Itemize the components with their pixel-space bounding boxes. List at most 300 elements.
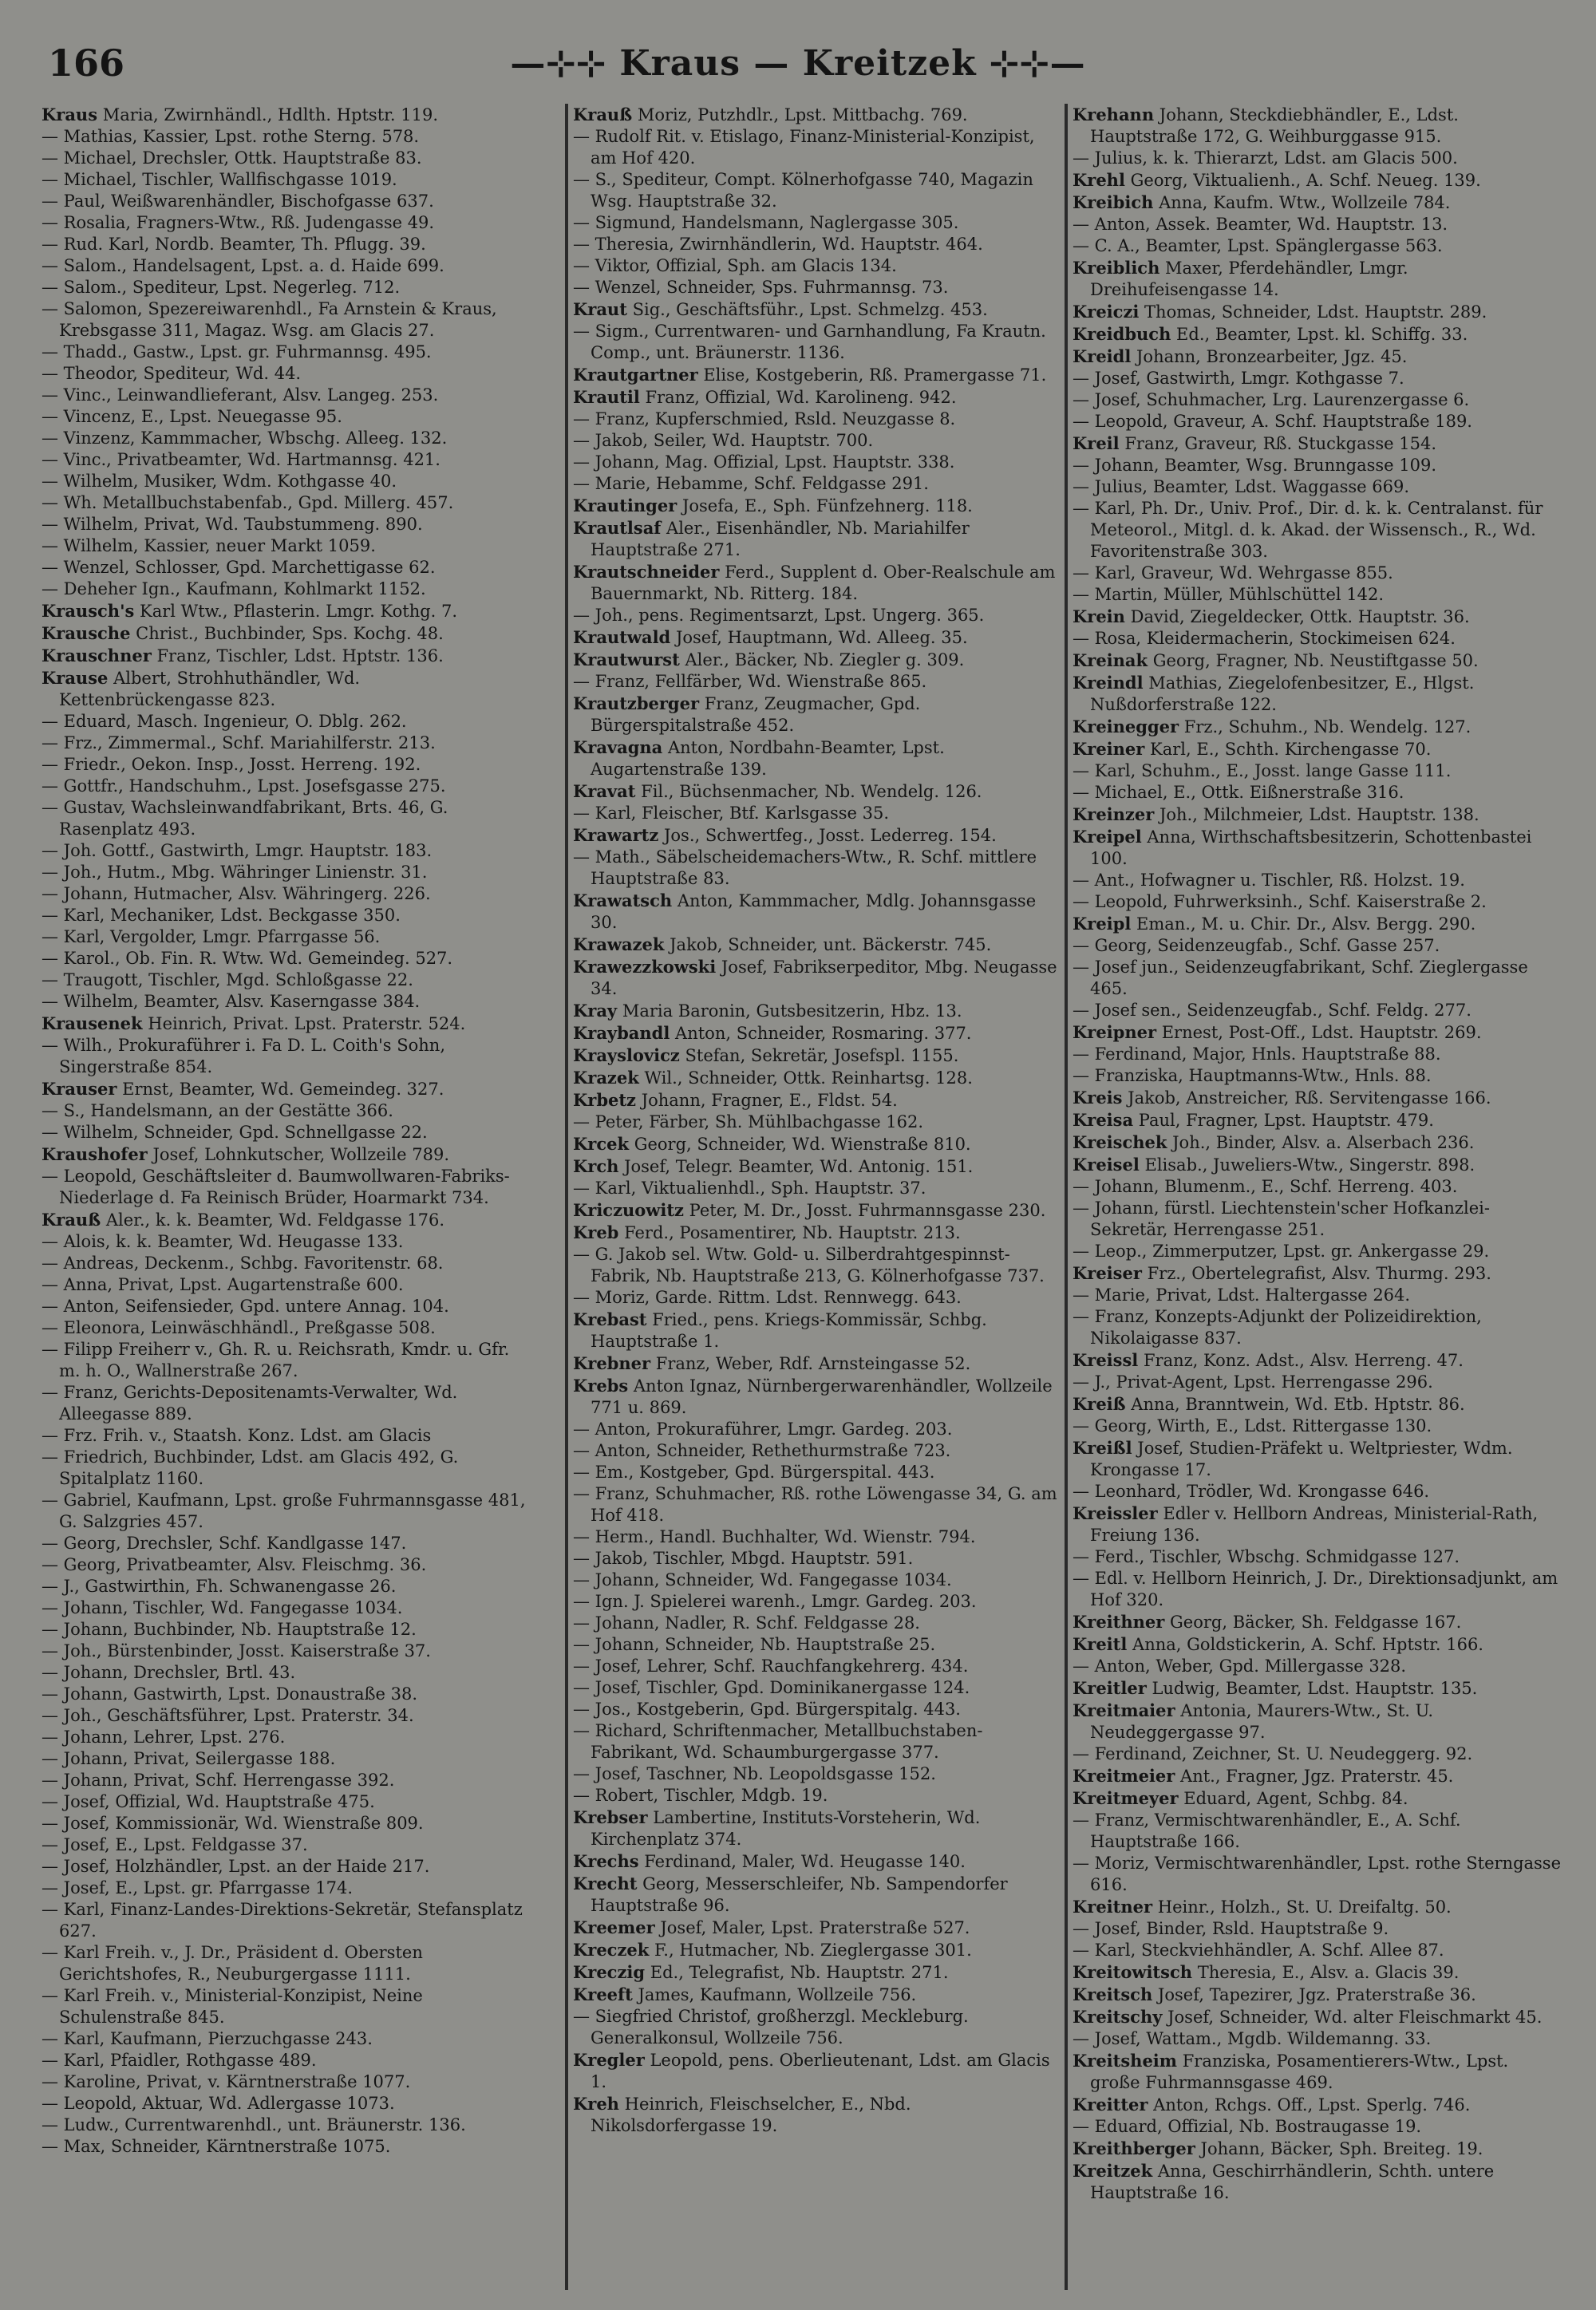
entry-surname: Kreitner	[1073, 1897, 1153, 1917]
entry-text: — Joh., Bürstenbinder, Josst. Kaiserstraße 37.	[41, 1641, 431, 1660]
entry-surname: Kreemer	[573, 1917, 655, 1937]
directory-entry	[573, 452, 1061, 473]
entry-text: — Jakob, Tischler, Mbgd. Hauptstr. 591.	[573, 1549, 914, 1568]
directory-entry	[573, 1462, 1061, 1483]
directory-entry	[1073, 368, 1561, 389]
entry-text: — Josef sen., Seidenzeugfab., Schf. Feldg. 277.	[1073, 1001, 1472, 1020]
directory-entry	[573, 649, 1061, 671]
directory-entry	[573, 277, 1061, 298]
entry-text: — Wilhelm, Schneider, Gpd. Schnellgasse 22.	[41, 1123, 428, 1142]
entry-surname: Kriczuowitz	[573, 1200, 684, 1220]
entry-text: — Michael, Tischler, Wallfischgasse 1019.	[41, 170, 397, 189]
entry-surname: Kreis	[1073, 1088, 1123, 1108]
entry-text: — Wh. Metallbuchstabenfab., Gpd. Millerg. 457.	[41, 493, 454, 512]
directory-entry	[1073, 1306, 1561, 1349]
entry-text: Anton, Rchgs. Off., Lpst. Sperlg. 746.	[1153, 2095, 1471, 2115]
directory-entry	[41, 948, 530, 969]
directory-entry	[1073, 1416, 1561, 1437]
directory-entry	[41, 449, 530, 471]
directory-entry	[41, 1425, 530, 1447]
entry-surname: Krbetz	[573, 1090, 636, 1110]
column-divider	[565, 104, 568, 2290]
entry-text: — Frz. Frih. v., Staatsh. Konz. Ldst. am Glacis	[41, 1426, 432, 1445]
directory-entry	[1073, 826, 1561, 870]
entry-text: Josef, Studien-Präfekt u. Weltpriester, Wdm. Krongasse 17.	[1090, 1439, 1513, 1479]
directory-entry	[41, 471, 530, 492]
directory-entry	[41, 298, 530, 342]
entry-text: — Karl, Steckviehhändler, A. Schf. Allee 87.	[1073, 1941, 1444, 1960]
directory-entry	[41, 754, 530, 776]
entry-text: Leopold, pens. Oberlieutenant, Ldst. am Glacis 1.	[591, 2051, 1050, 2091]
entry-surname: Krautil	[573, 387, 640, 407]
entry-text: Josef, Fabrikserpeditor, Mbg. Neugasse 34.	[591, 958, 1057, 998]
entry-text: Georg, Fragner, Nb. Neustiftgasse 50.	[1152, 651, 1479, 670]
directory-entry	[41, 1641, 530, 1662]
entry-text: Albert, Strohhuthändler, Wd. Kettenbrückengasse 823.	[59, 669, 361, 709]
directory-entry	[1073, 476, 1561, 498]
entry-text: — Johann, Beamter, Wsg. Brunngasse 109.	[1073, 456, 1437, 475]
directory-entry	[41, 126, 530, 148]
entry-surname: Krautwald	[573, 627, 671, 647]
entry-text: Johann, Steckdiebhändler, E., Ldst. Hauptstraße 172, G. Weihburggasse 915.	[1090, 105, 1459, 146]
entry-text: — Alois, k. k. Beamter, Wd. Heugasse 133.	[41, 1232, 404, 1251]
directory-entry	[573, 626, 1061, 649]
entry-text: — Johann, Gastwirth, Lpst. Donaustraße 38.	[41, 1684, 418, 1704]
entry-text: — Karl, Schuhm., E., Josst. lange Gasse 111.	[1073, 761, 1452, 780]
entry-surname: Kreissler	[1073, 1503, 1158, 1523]
entry-text: — Leopold, Fuhrwerksinh., Schf. Kaiserstraße 2.	[1073, 892, 1487, 911]
directory-entry	[41, 578, 530, 600]
entry-text: — Josef, Kommissionär, Wd. Wienstraße 809.	[41, 1814, 424, 1833]
directory-entry	[41, 1985, 530, 2028]
entry-text: — Gustav, Wachsleinwandfabrikant, Brts. 46, G. Rasenplatz 493.	[41, 798, 448, 839]
directory-entry	[1073, 323, 1561, 346]
directory-entry	[1073, 1437, 1561, 1481]
entry-text: — Karl, Finanz-Landes-Direktions-Sekretär, Stefansplatz 627.	[41, 1900, 523, 1941]
entry-text: — Friedrich, Buchbinder, Ldst. am Glacis 492, G. Spitalplatz 1160.	[41, 1447, 459, 1488]
entry-surname: Kreczek	[573, 1940, 650, 1960]
entry-surname: Kraybandl	[573, 1023, 670, 1043]
entry-text: — Leopold, Aktuar, Wd. Adlergasse 1073.	[41, 2094, 395, 2113]
directory-entry	[573, 1178, 1061, 1199]
directory-entry	[1073, 650, 1561, 672]
entry-text: — Franziska, Hauptmanns-Wtw., Hnls. 88.	[1073, 1066, 1432, 1085]
entry-text: — Johann, Nadler, R. Schf. Feldgasse 28.	[573, 1613, 920, 1633]
page-title: —⊹⊹ Kraus — Kreitzek ⊹⊹—	[510, 43, 1086, 84]
directory-entry	[1073, 257, 1561, 301]
entry-surname: Krebast	[573, 1309, 647, 1329]
directory-entry	[573, 212, 1061, 234]
entry-surname: Kreeft	[573, 1984, 633, 2004]
directory-entry	[41, 1856, 530, 1878]
entry-surname: Krawezzkowski	[573, 957, 717, 977]
entry-text: — Franz, Gerichts-Depositenamts-Verwalter, Wd. Alleegasse 889.	[41, 1383, 458, 1424]
entry-surname: Krawazek	[573, 934, 665, 954]
directory-entry	[573, 1287, 1061, 1309]
directory-entry	[41, 1231, 530, 1253]
directory-entry	[41, 212, 530, 234]
directory-entry	[41, 2050, 530, 2071]
entry-text: Antonia, Maurers-Wtw., St. U. Neudeggergasse 97.	[1090, 1701, 1434, 1742]
directory-entry	[1073, 2028, 1561, 2050]
directory-entry	[573, 1548, 1061, 1570]
entry-text: — Jakob, Seiler, Wd. Hauptstr. 700.	[573, 431, 874, 450]
entry-text: — Ant., Hofwagner u. Tischler, Rß. Holzst. 19.	[1073, 871, 1465, 890]
directory-entry	[41, 1813, 530, 1834]
entry-surname: Kreipel	[1073, 827, 1142, 847]
entry-text: — Johann, Privat, Schf. Herrengasse 392.	[41, 1771, 395, 1790]
directory-entry	[41, 428, 530, 449]
directory-entry	[41, 1209, 530, 1231]
entry-surname: Kreindl	[1073, 673, 1144, 693]
entry-text: — Karoline, Privat, v. Kärntnerstraße 1077.	[41, 2072, 411, 2091]
entry-text: Fil., Büchsenmacher, Nb. Wendelg. 126.	[641, 782, 982, 801]
directory-entry	[573, 1375, 1061, 1419]
entry-text: — Johann, Schneider, Wd. Fangegasse 1034.	[573, 1570, 952, 1589]
entry-text: Georg, Schneider, Wd. Wienstraße 810.	[634, 1135, 971, 1154]
entry-surname: Krayslovicz	[573, 1045, 680, 1065]
entry-text: Maria, Zwirnhändl., Hdlth. Hptstr. 119.	[102, 105, 438, 124]
entry-text: — Karol., Ob. Fin. R. Wtw. Wd. Gemeindeg. 527.	[41, 949, 453, 968]
entry-text: — Wilhelm, Kassier, neuer Markt 1059.	[41, 536, 376, 555]
entry-text: — Karl Freih. v., Ministerial-Konzipist, Neine Schulenstraße 845.	[41, 1986, 423, 2027]
entry-text: Anna, Wirthschaftsbesitzerin, Schottenbastei 100.	[1090, 827, 1532, 868]
entry-surname: Kreitl	[1073, 1634, 1128, 1654]
directory-entry	[1073, 389, 1561, 411]
directory-entry	[1073, 891, 1561, 913]
entry-text: — Joh., Geschäftsführer, Lpst. Praterstr. 34.	[41, 1706, 414, 1725]
entry-text: — Thadd., Gastw., Lpst. gr. Fuhrmannsg. 495.	[41, 342, 432, 361]
directory-entry	[573, 234, 1061, 255]
entry-text: — Sigmund, Handelsmann, Naglergasse 305.	[573, 213, 959, 232]
entry-surname: Kreidl	[1073, 346, 1132, 366]
entry-text: — Franz, Vermischtwarenhändler, E., A. Schf. Hauptstraße 166.	[1073, 1810, 1461, 1851]
entry-text: — Anton, Seifensieder, Gpd. untere Annag. 104.	[41, 1297, 449, 1316]
entry-text: — Gottfr., Handschuhm., Lpst. Josefsgasse 275.	[41, 776, 446, 796]
directory-entry	[1073, 1502, 1561, 1546]
directory-entry	[1073, 1154, 1561, 1176]
directory-entry	[573, 1222, 1061, 1244]
directory-entry	[573, 1089, 1061, 1112]
directory-entry	[41, 514, 530, 535]
directory-entry	[41, 1490, 530, 1533]
directory-entry	[573, 1850, 1061, 1873]
entry-text: — Vinc., Privatbeamter, Wd. Hartmannsg. 421.	[41, 450, 440, 469]
directory-entry	[1073, 760, 1561, 782]
entry-text: — Eduard, Masch. Ingenieur, O. Dblg. 262.	[41, 712, 407, 731]
directory-entry	[1073, 346, 1561, 368]
entry-text: Ernst, Beamter, Wd. Gemeindeg. 327.	[122, 1080, 444, 1099]
directory-entry	[1073, 1372, 1561, 1393]
directory-entry	[573, 605, 1061, 626]
entry-text: — S., Spediteur, Compt. Kölnerhofgasse 740, Magazin Wsg. Hauptstraße 32.	[573, 170, 1033, 211]
directory-entry	[41, 1727, 530, 1748]
entry-surname: Kreitschy	[1073, 2007, 1163, 2027]
directory-entry	[1073, 192, 1561, 214]
entry-text: Ferd., Posamentirer, Nb. Hauptstr. 213.	[624, 1223, 961, 1242]
entry-text: — Karl, Pfaidler, Rothgasse 489.	[41, 2051, 317, 2070]
directory-entry	[1073, 235, 1561, 257]
directory-entry	[41, 1705, 530, 1727]
entry-text: — Anton, Weber, Gpd. Millergasse 328.	[1073, 1656, 1407, 1676]
directory-entry	[1073, 1285, 1561, 1306]
entry-text: Paul, Fragner, Lpst. Hauptstr. 479.	[1138, 1111, 1434, 1130]
entry-text: David, Ziegeldecker, Ottk. Hauptstr. 36.	[1130, 607, 1470, 626]
entry-text: — Josef, Tischler, Gpd. Dominikanergasse 124.	[573, 1678, 970, 1697]
entry-text: Frz., Obertelegrafist, Alsv. Thurmg. 293.	[1147, 1264, 1491, 1283]
entry-text: — Ign. J. Spielerei warenh., Lmgr. Gardeg. 203.	[573, 1592, 977, 1611]
directory-entry	[573, 104, 1061, 126]
entry-text: — Rud. Karl, Nordb. Beamter, Th. Pflugg. 39.	[41, 235, 426, 254]
directory-entry	[41, 1576, 530, 1597]
entry-text: Fried., pens. Kriegs-Kommissär, Schbg. Hauptstraße 1.	[591, 1310, 987, 1351]
entry-text: — Martin, Müller, Mühlschüttel 142.	[1073, 585, 1385, 604]
directory-entry	[1073, 782, 1561, 804]
directory-entry	[41, 1684, 530, 1705]
entry-text: — Em., Kostgeber, Gpd. Bürgerspital. 443.	[573, 1463, 935, 1482]
column-1	[41, 104, 530, 2290]
entry-surname: Krebs	[573, 1376, 629, 1396]
entry-text: Josef, Schneider, Wd. alter Fleischmarkt 45.	[1167, 2008, 1543, 2027]
entry-text: — Karl Freih. v., J. Dr., Präsident d. Obersten Gerichtshofes, R., Neuburgergasse 1111.	[41, 1943, 423, 1984]
entry-text: Moriz, Putzhdlr., Lpst. Mittbachg. 769.	[637, 105, 968, 124]
entry-text: — Georg, Privatbeamter, Alsv. Fleischmg. 36.	[41, 1555, 427, 1574]
directory-entry	[41, 2115, 530, 2136]
entry-surname: Kraut	[573, 299, 627, 319]
directory-entry	[41, 862, 530, 883]
directory-entry	[41, 1035, 530, 1078]
entry-text: — Ludw., Currentwarenhdl., unt. Bräunerstr. 136.	[41, 2115, 466, 2134]
entry-surname: Kreipl	[1073, 914, 1132, 934]
entry-text: — S., Handelsmann, an der Gestätte 366.	[41, 1101, 393, 1120]
directory-entry	[41, 255, 530, 277]
entry-text: — Karl, Graveur, Wd. Wehrgasse 855.	[1073, 563, 1393, 582]
directory-entry	[1073, 1241, 1561, 1262]
directory-entry	[1073, 804, 1561, 826]
entry-text: F., Hutmacher, Nb. Zieglergasse 301.	[654, 1941, 972, 1960]
entry-text: Elise, Kostgeberin, Rß. Pramergasse 71.	[703, 365, 1047, 385]
entry-surname: Krawartz	[573, 825, 659, 845]
directory-entry	[573, 473, 1061, 495]
page-header	[48, 41, 1548, 89]
entry-text: Frz., Schuhm., Nb. Wendelg. 127.	[1183, 717, 1472, 736]
directory-entry	[573, 1634, 1061, 1656]
directory-entry	[41, 1317, 530, 1339]
entry-text: — Karl, Fleischer, Btf. Karlsgasse 35.	[573, 804, 889, 823]
entry-text: James, Kaufmann, Wollzeile 756.	[638, 1985, 917, 2004]
directory-entry	[41, 104, 530, 126]
directory-entry	[1073, 1087, 1561, 1109]
entry-text: Eduard, Agent, Schbg. 84.	[1183, 1789, 1408, 1808]
directory-entry	[573, 1613, 1061, 1634]
directory-entry	[41, 1122, 530, 1143]
directory-entry	[1073, 1700, 1561, 1743]
entry-surname: Kreißl	[1073, 1438, 1132, 1458]
entry-surname: Kreisa	[1073, 1110, 1134, 1130]
entry-text: — Josef, E., Lpst. Feldgasse 37.	[41, 1835, 308, 1854]
entry-text: — Ferdinand, Zeichner, St. U. Neudeggerg. 92.	[1073, 1744, 1473, 1763]
directory-entry	[1073, 1743, 1561, 1765]
directory-entry	[1073, 1568, 1561, 1611]
entry-surname: Kreitmeyer	[1073, 1788, 1179, 1808]
directory-entry	[1073, 738, 1561, 760]
directory-entry	[41, 1899, 530, 1942]
directory-entry	[1073, 1918, 1561, 1940]
entry-text: Johann, Bäcker, Sph. Breiteg. 19.	[1200, 2139, 1483, 2158]
entry-text: Anton, Nordbahn-Beamter, Lpst. Augartenstraße 139.	[591, 738, 945, 779]
directory-entry	[41, 2136, 530, 2158]
entry-text: — Vinzenz, Kammmacher, Wbschg. Alleeg. 132.	[41, 428, 448, 448]
entry-text: Peter, M. Dr., Josst. Fuhrmannsgasse 230.	[689, 1201, 1046, 1220]
entry-text: Wil., Schneider, Ottk. Reinhartsg. 128.	[644, 1068, 973, 1088]
entry-surname: Krebner	[573, 1353, 651, 1373]
directory-entry	[41, 1447, 530, 1490]
directory-entry	[41, 645, 530, 667]
directory-entry	[573, 780, 1061, 803]
entry-text: Franz, Tischler, Ldst. Hptstr. 136.	[156, 646, 444, 665]
entry-text: Franz, Konz. Adst., Alsv. Herreng. 47.	[1143, 1351, 1464, 1370]
directory-entry	[41, 711, 530, 732]
entry-text: — Michael, E., Ottk. Eißnerstraße 316.	[1073, 783, 1404, 802]
directory-entry	[573, 1677, 1061, 1699]
entry-surname: Kreisel	[1073, 1155, 1140, 1175]
entry-text: — Georg, Seidenzeugfab., Schf. Gasse 257.	[1073, 936, 1440, 955]
entry-text: Franz, Zeugmacher, Gpd. Bürgerspitalstraße 452.	[591, 694, 921, 735]
entry-text: — Wenzel, Schneider, Sps. Fuhrmannsg. 73.	[573, 278, 949, 297]
directory-entry	[1073, 870, 1561, 891]
directory-entry	[1073, 2050, 1561, 2094]
directory-entry	[573, 255, 1061, 277]
entry-text: — Moriz, Garde. Rittm. Ldst. Rennwegg. 643.	[573, 1288, 962, 1307]
entry-text: — Salomon, Spezereiwarenhdl., Fa Arnstein & Kraus, Krebsgasse 311, Magaz. Wsg. am Glacis 27.	[41, 299, 497, 340]
entry-text: — Leopold, Graveur, A. Schf. Hauptstraße 189.	[1073, 412, 1472, 431]
directory-entry	[41, 342, 530, 363]
directory-entry	[41, 1834, 530, 1856]
column-2	[573, 104, 1061, 2290]
directory-entry	[573, 1591, 1061, 1613]
entry-text: — Eduard, Offizial, Nb. Bostraugasse 19.	[1073, 2117, 1422, 2136]
entry-surname: Krauser	[41, 1079, 117, 1099]
directory-entry	[573, 1483, 1061, 1526]
directory-entry	[41, 1339, 530, 1382]
directory-entry	[1073, 913, 1561, 935]
entry-text: — Rosa, Kleidermacherin, Stockimeisen 624.	[1073, 629, 1456, 648]
directory-entry	[41, 1619, 530, 1641]
entry-text: Aler., k. k. Beamter, Wd. Feldgasse 176.	[105, 1210, 445, 1230]
entry-surname: Kravat	[573, 781, 636, 801]
directory-entry	[41, 1078, 530, 1100]
entry-text: — J., Gastwirthin, Fh. Schwanengasse 26.	[41, 1577, 397, 1596]
entry-surname: Kreitmaier	[1073, 1700, 1175, 1720]
entry-text: — Anton, Schneider, Rethethurmstraße 723.	[573, 1441, 951, 1460]
directory-entry	[1073, 455, 1561, 476]
directory-entry	[1073, 411, 1561, 432]
directory-entry	[573, 2006, 1061, 2049]
entry-surname: Kreidbuch	[1073, 324, 1171, 344]
entry-text: — Karl, Viktualienhdl., Sph. Hauptstr. 37.	[573, 1179, 926, 1198]
directory-entry	[573, 1199, 1061, 1222]
directory-entry	[41, 1296, 530, 1317]
entry-text: Karl, E., Schth. Kirchengasse 70.	[1150, 740, 1432, 759]
entry-text: — Richard, Schriftenmacher, Metallbuchstaben-Fabrikant, Wd. Schaumburgergasse 377.	[573, 1721, 983, 1762]
directory-entry	[1073, 584, 1561, 606]
directory-entry	[573, 1656, 1061, 1677]
entry-text: Jakob, Anstreicher, Rß. Servitengasse 166.	[1128, 1088, 1491, 1108]
entry-surname: Kreb	[573, 1222, 619, 1242]
directory-entry	[1073, 104, 1561, 148]
directory-entry	[573, 1440, 1061, 1462]
entry-surname: Kreczig	[573, 1962, 646, 1982]
entry-text: — Math., Säbelscheidemachers-Wtw., R. Schf. mittlere Hauptstraße 83.	[573, 847, 1037, 888]
entry-text: Johann, Bronzearbeiter, Jgz. 45.	[1136, 347, 1408, 366]
entry-text: — Anton, Assek. Beamter, Wd. Hauptstr. 13.	[1073, 215, 1448, 234]
directory-entry	[1073, 1349, 1561, 1372]
entry-text: — Theresia, Zwirnhändlerin, Wd. Hauptstr. 464.	[573, 235, 983, 254]
directory-entry	[41, 1143, 530, 1166]
directory-entry	[573, 1807, 1061, 1850]
entry-text: Ferdinand, Maler, Wd. Heugasse 140.	[644, 1852, 966, 1871]
directory-entry	[1073, 2094, 1561, 2116]
entry-text: — Franz, Konzepts-Adjunkt der Polizeidirektion, Nikolaigasse 837.	[1073, 1307, 1482, 1348]
entry-text: Franziska, Posamentierers-Wtw., Lpst. große Fuhrmannsgasse 469.	[1090, 2051, 1509, 2092]
entry-text: — Herm., Handl. Buchhalter, Wd. Wienstr. 794.	[573, 1527, 976, 1546]
directory-entry	[1073, 1656, 1561, 1677]
directory-entry	[41, 1554, 530, 1576]
directory-entry	[1073, 672, 1561, 716]
entry-surname: Kreissl	[1073, 1350, 1139, 1370]
directory-entry	[573, 1526, 1061, 1548]
directory-entry	[41, 1533, 530, 1554]
entry-text: Josef, Maler, Lpst. Praterstraße 527.	[660, 1918, 970, 1937]
directory-entry	[41, 991, 530, 1013]
directory-entry	[41, 776, 530, 797]
entry-surname: Kreinzer	[1073, 804, 1155, 824]
entry-surname: Kraushofer	[41, 1144, 148, 1164]
directory-entry	[1073, 214, 1561, 235]
entry-text: Josefa, E., Sph. Fünfzehnerg. 118.	[681, 496, 973, 515]
entry-surname: Kreitzek	[1073, 2161, 1153, 2181]
directory-entry	[41, 1166, 530, 1209]
entry-text: — Mathias, Kassier, Lpst. rothe Sterng. 578.	[41, 127, 420, 146]
directory-entry	[1073, 2116, 1561, 2138]
entry-text: — Friedr., Oekon. Insp., Josst. Herreng. 192.	[41, 755, 421, 774]
entry-text: Franz, Graveur, Rß. Stuckgasse 154.	[1124, 434, 1437, 453]
entry-text: — Georg, Drechsler, Schf. Kandlgasse 147.	[41, 1534, 407, 1553]
entry-surname: Krcek	[573, 1134, 630, 1154]
entry-surname: Kray	[573, 1001, 618, 1021]
directory-entry	[1073, 1481, 1561, 1502]
directory-entry	[573, 1309, 1061, 1352]
directory-entry	[41, 1942, 530, 1985]
directory-entry	[41, 883, 530, 905]
entry-surname: Krautinger	[573, 496, 678, 515]
entry-text: — Julius, k. k. Thierarzt, Ldst. am Glacis 500.	[1073, 148, 1458, 168]
directory-entry	[41, 234, 530, 255]
entry-surname: Krechs	[573, 1851, 639, 1871]
directory-entry	[1073, 1787, 1561, 1810]
column-3	[1073, 104, 1561, 2290]
entry-text: Edler v. Hellborn Andreas, Ministerial-Rath, Freiung 136.	[1090, 1504, 1539, 1545]
entry-surname: Kreithberger	[1073, 2138, 1195, 2158]
directory-entry	[573, 321, 1061, 364]
directory-entry	[41, 1770, 530, 1791]
entry-text: Josef, Lohnkutscher, Wollzeile 789.	[152, 1145, 449, 1164]
directory-entry	[573, 298, 1061, 321]
directory-entry	[41, 1662, 530, 1684]
entry-text: — Theodor, Spediteur, Wd. 44.	[41, 364, 302, 383]
directory-entry	[41, 1253, 530, 1274]
entry-text: Elisab., Juweliers-Wtw., Singerstr. 898.	[1144, 1155, 1476, 1175]
